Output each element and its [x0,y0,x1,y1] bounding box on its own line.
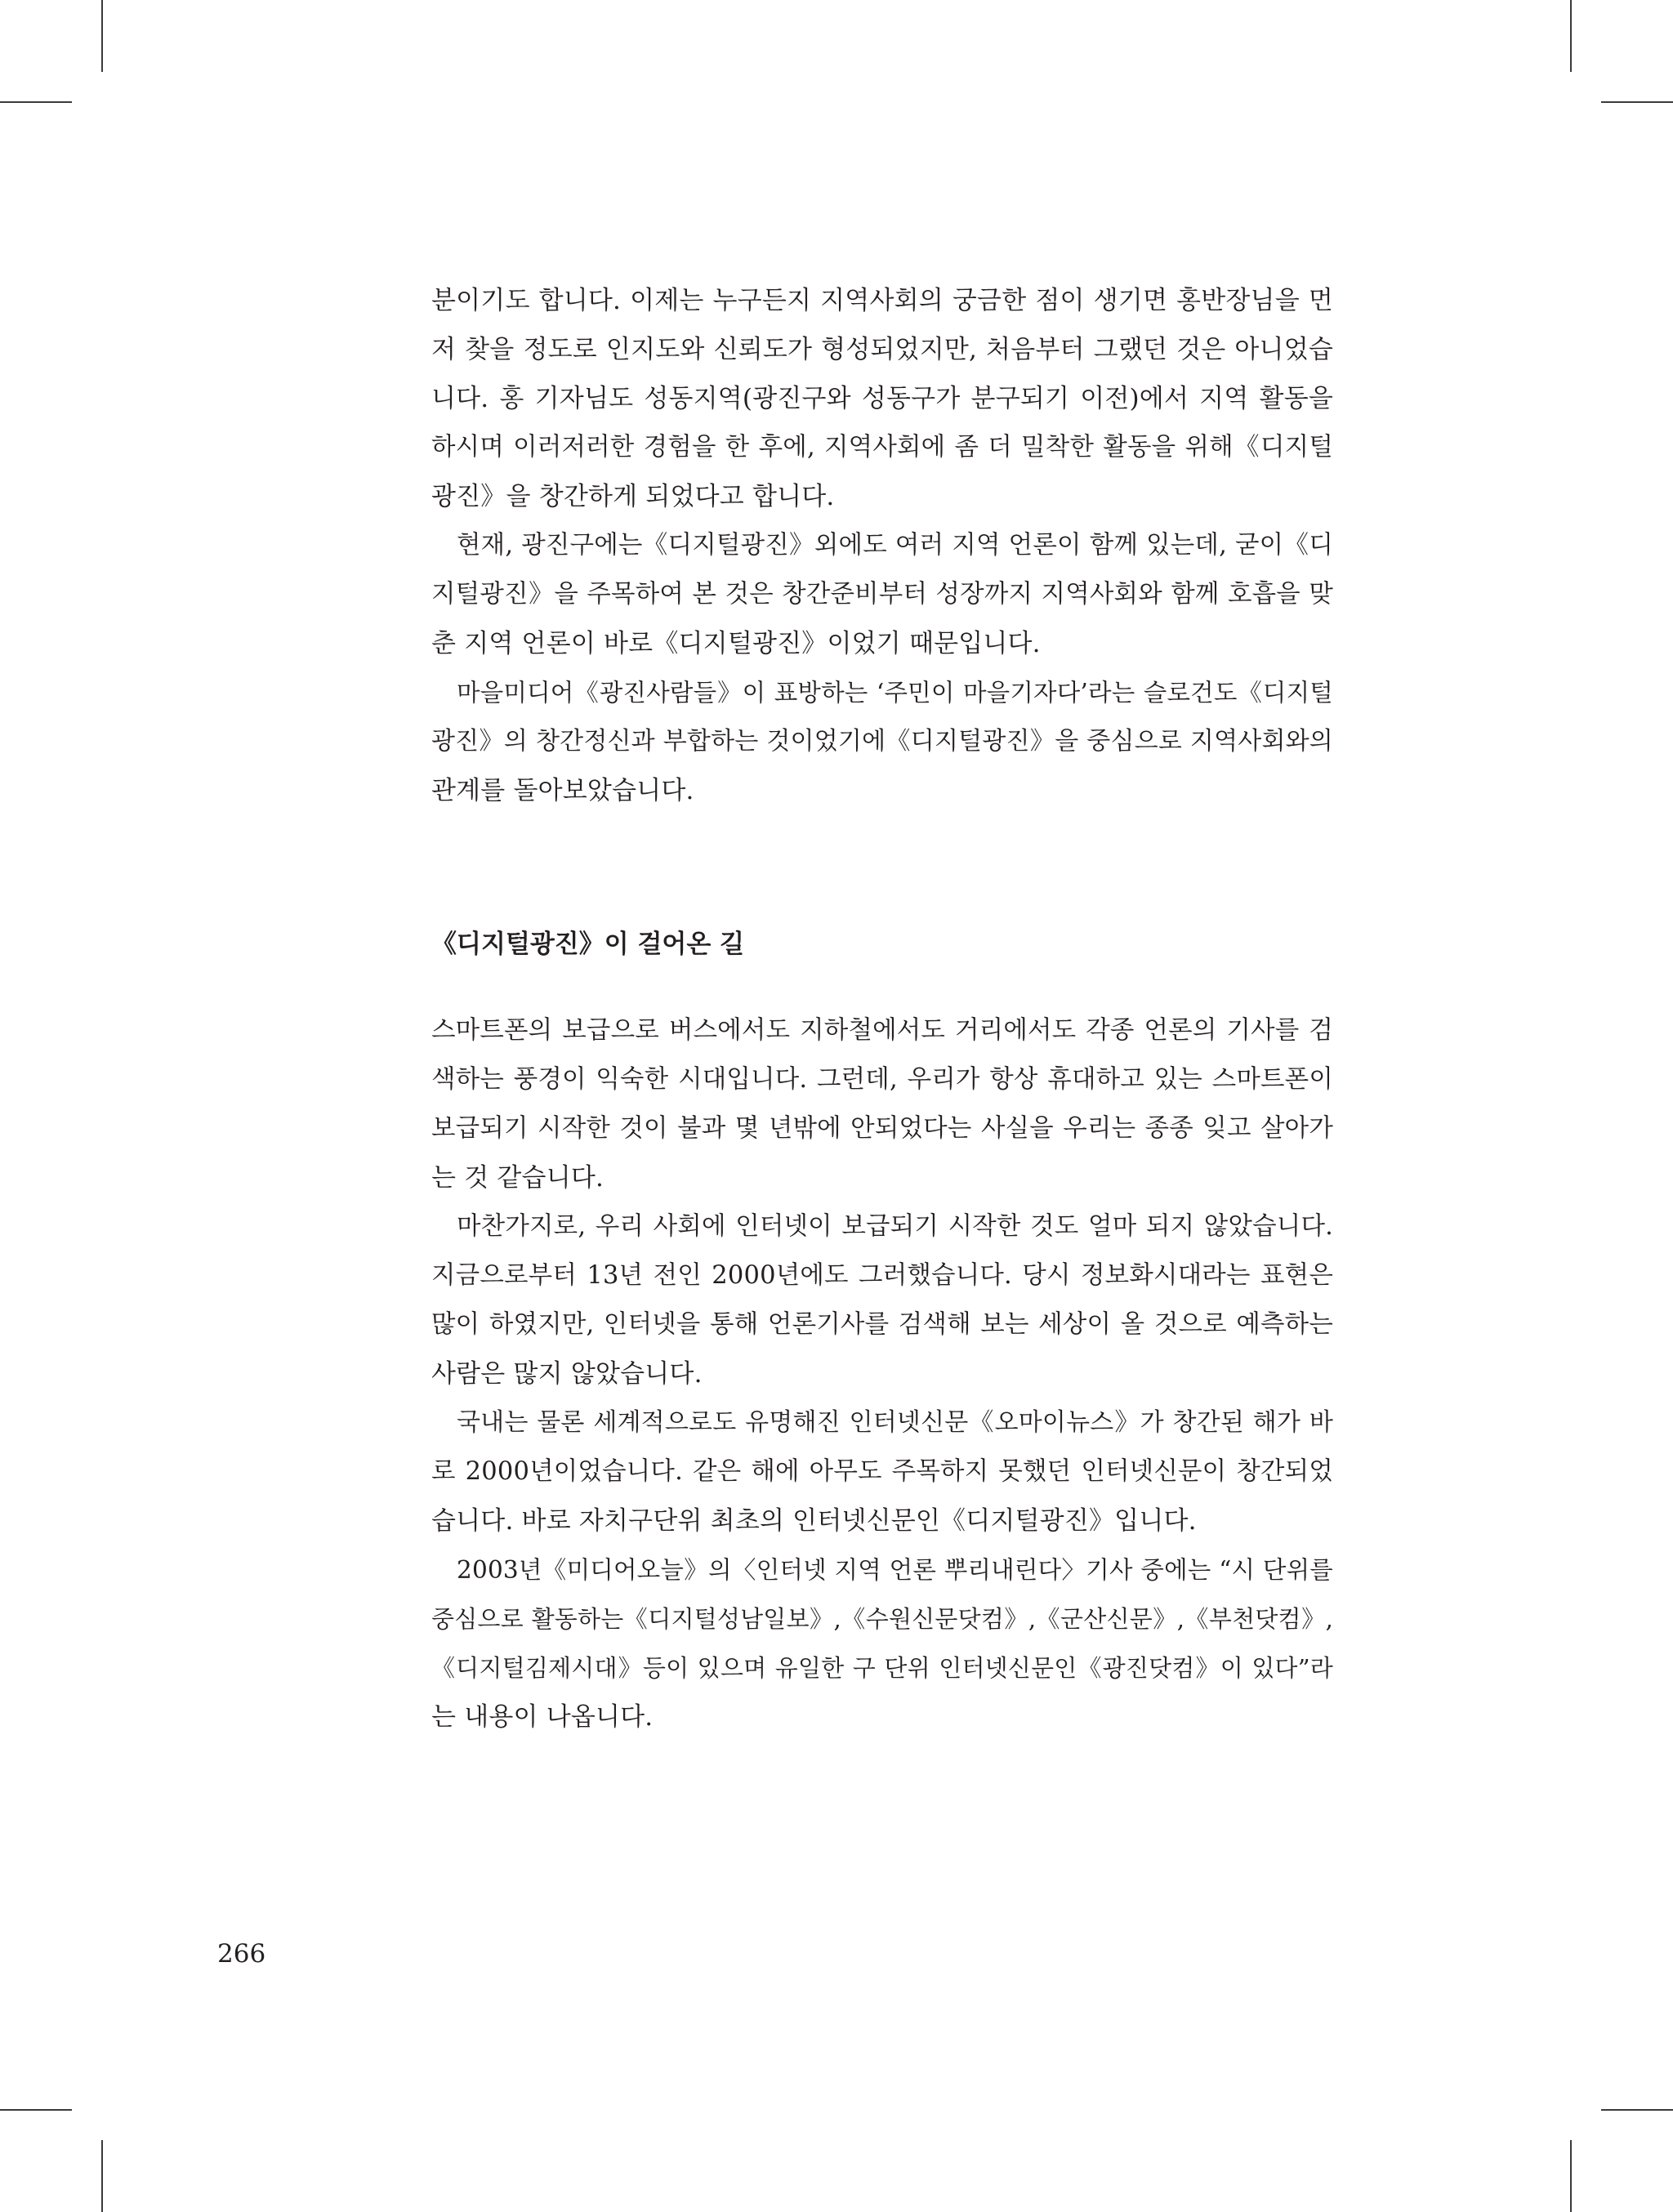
text-line: 춘 지역 언론이 바로《디지털광진》이었기 때문입니다. [431,629,1041,658]
text-line: 분이기도 합니다. 이제는 누구든지 지역사회의 궁금한 점이 생기면 홍반장님을 먼 [431,286,1333,315]
text-line: 《디지털김제시대》등이 있으며 유일한 구 단위 인터넷신문인《광진닷컴》이 있다”라 [431,1654,1333,1682]
text-line: 사람은 많지 않았습니다. [431,1359,703,1389]
text-line: 지금으로부터 13년 전인 2000년에도 그러했습니다. 당시 정보화시대라는 표현은 [431,1261,1333,1290]
text-line: 색하는 풍경이 익숙한 시대입니다. 그런데, 우리가 항상 휴대하고 있는 스마트폰이 [431,1065,1333,1094]
body-text-block-2 [431,1006,1333,1742]
crop-mark-top-left-horizontal [0,101,72,103]
text-line: 광진》의 창간정신과 부합하는 것이었기에《디지털광진》을 중심으로 지역사회와의 [431,727,1333,756]
text-line: 국내는 물론 세계적으로도 유명해진 인터넷신문《오마이뉴스》가 창간된 해가 바 [457,1408,1333,1437]
text-line: 마찬가지로, 우리 사회에 인터넷이 보급되기 시작한 것도 얼마 되지 않았습니다. [457,1212,1333,1241]
text-line: 니다. 홍 기자님도 성동지역(광진구와 성동구가 분구되기 이전)에서 지역 활동을 [431,384,1333,413]
crop-mark-bottom-right-vertical [1570,2140,1572,2212]
section-heading: 《디지털광진》이 걸어온 길 [431,930,745,959]
crop-mark-bottom-right-horizontal [1601,2109,1673,2111]
crop-mark-bottom-left-vertical [101,2140,103,2212]
crop-mark-top-left-vertical [101,0,103,72]
text-line: 관계를 돌아보았습니다. [431,776,694,805]
crop-mark-top-right-vertical [1570,0,1572,72]
text-line: 습니다. 바로 자치구단위 최초의 인터넷신문인《디지털광진》입니다. [431,1506,1197,1536]
text-line: 지털광진》을 주목하여 본 것은 창간준비부터 성장까지 지역사회와 함께 호흡을 맞 [431,580,1333,609]
text-line: 는 것 같습니다. [431,1163,605,1193]
text-line: 광진》을 창간하게 되었다고 합니다. [431,482,835,511]
text-line: 하시며 이러저러한 경험을 한 후에, 지역사회에 좀 더 밀착한 활동을 위해《디지털 [431,433,1333,462]
text-line: 중심으로 활동하는《디지털성남일보》,《수원신문닷컴》,《군산신문》,《부천닷컴》, [431,1605,1333,1633]
text-line: 로 2000년이었습니다. 같은 해에 아무도 주목하지 못했던 인터넷신문이 창간되었 [431,1457,1333,1486]
text-line: 보급되기 시작한 것이 불과 몇 년밖에 안되었다는 사실을 우리는 종종 잊고 살아가 [431,1114,1333,1143]
text-line: 현재, 광진구에는《디지털광진》외에도 여러 지역 언론이 함께 있는데, 굳이《디 [457,531,1333,560]
text-line: 스마트폰의 보급으로 버스에서도 지하철에서도 거리에서도 각종 언론의 기사를 검 [431,1016,1333,1045]
crop-mark-top-right-horizontal [1601,101,1673,103]
page-number: 266 [217,1939,266,1969]
text-line: 많이 하였지만, 인터넷을 통해 언론기사를 검색해 보는 세상이 올 것으로 예측하는 [431,1310,1333,1339]
crop-mark-bottom-left-horizontal [0,2109,72,2111]
text-line: 는 내용이 나옵니다. [431,1702,654,1732]
body-text-block-1 [431,276,1333,815]
text-line: 마을미디어《광진사람들》이 표방하는 ‘주민이 마을기자다’라는 슬로건도《디지털 [457,679,1333,707]
text-line: 2003년《미디어오늘》의〈인터넷 지역 언론 뿌리내린다〉기사 중에는 “시 단위를 [457,1556,1333,1584]
text-line: 저 찾을 정도로 인지도와 신뢰도가 형성되었지만, 처음부터 그랬던 것은 아니었습 [431,335,1333,364]
